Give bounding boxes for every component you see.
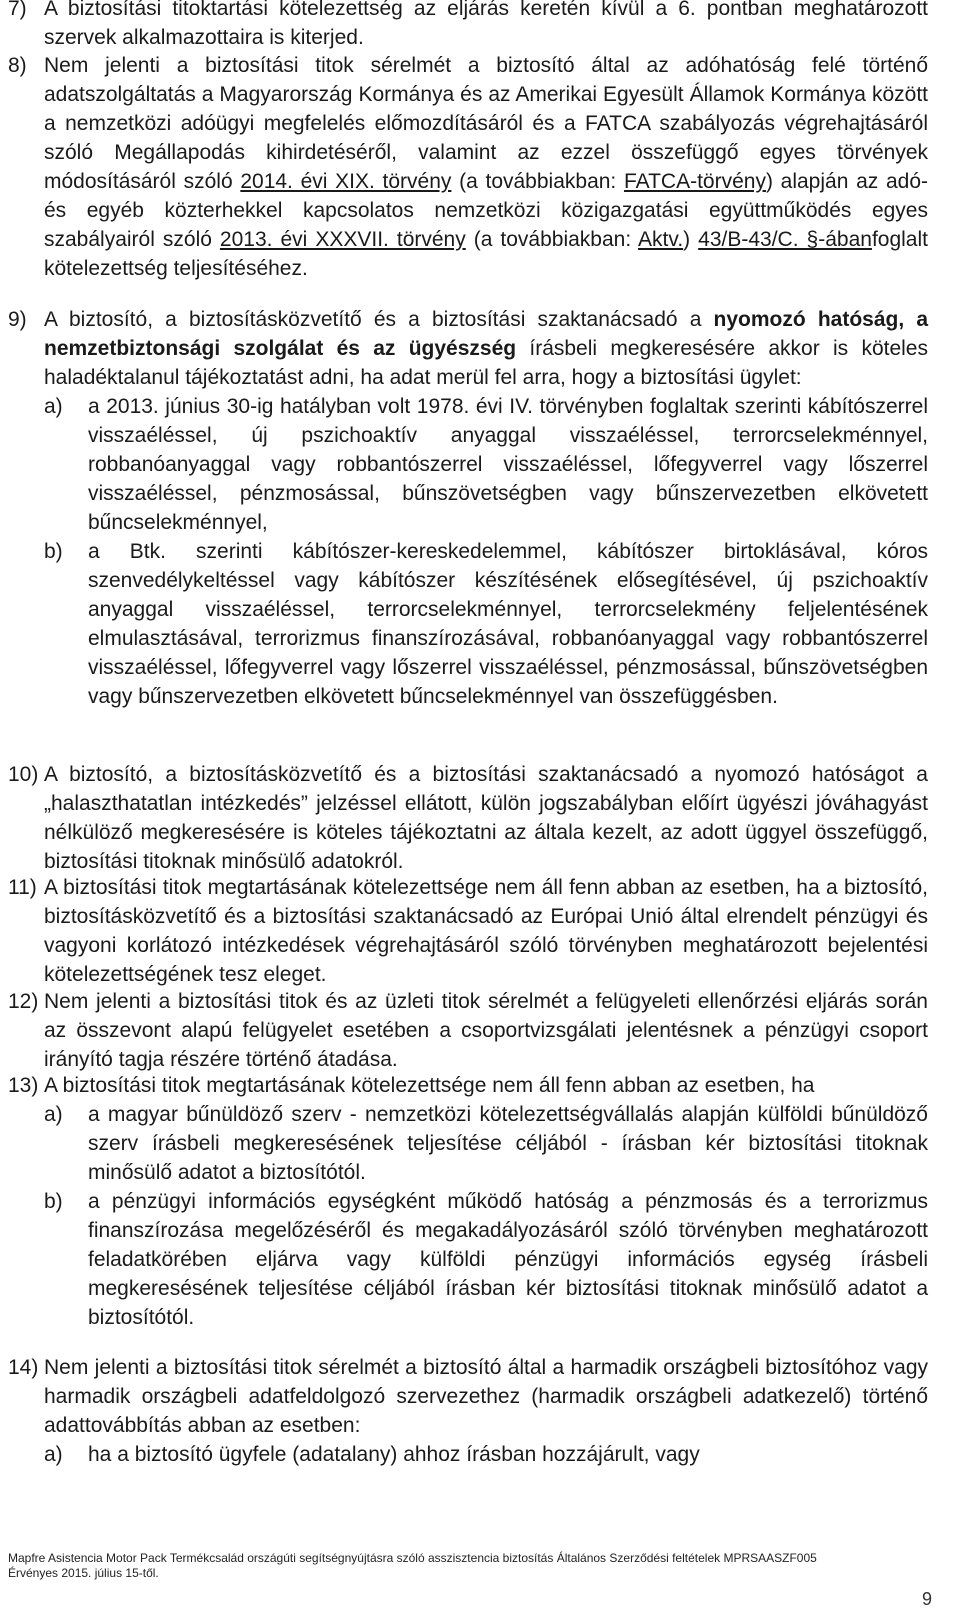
sub-item-a [44, 1440, 928, 1469]
clause-number: 14) [8, 1356, 39, 1379]
text-run: Nem jelenti a biztosítási titok sérelmét a biztosító által a harmadik országbeli biztosítóhoz vagy harmadik országbeli adatfeldolgozó szervezethez (harmadik országbeli adatkezelő) történő adattovábbítás abban az esetben: [44, 1356, 928, 1437]
sub-item-a [44, 1100, 928, 1187]
text-run: (a továbbiakban: [451, 170, 624, 193]
clause-text: A biztosító, a biztosításközvetítő és a biztosítási szaktanácsadó a nyomozó hatóságot a „halaszthatatlan intézkedés” jelzéssel ellátott, külön jogszabályban előírt ügyészi jóváhagyást nélkülöző megkeresésére is köteles tájékoztatni az általa kezelt, az adott üggyel összefüggő, biztosítási titoknak minősülő adatokról. [44, 763, 928, 873]
bold-text: nyomozó hatóság, a nemzetbiztonsági szolgálat és az ügyészség [44, 308, 929, 360]
text-run: A biztosító, a biztosításközvetítő és a biztosítási szaktanácsadó a [44, 308, 714, 331]
clause-number: 8) [8, 54, 27, 77]
text-run: ) alapján az adó- és egyéb közterhekkel kapcsolatos nemzetközi közigazgatási együttműködés egyes szabályairól szóló [44, 170, 928, 251]
clause-text: Nem jelenti a biztosítási titok és az üzleti titok sérelmét a felügyeleti ellenőrzési eljárás során az összevont alapú felügyelet esetében a csoportvizsgálati jelentésnek a pénzügyi csoport irányító tagja részére történő átadása. [44, 990, 928, 1071]
clause-text [44, 51, 928, 283]
text-run: ) [683, 228, 699, 251]
footer-line: Mapfre Asistencia Motor Pack Termékcsalád országúti segítségnyújtásra szóló asszisztencia biztosítás Általános Szerződési feltételek MPRSAASZF005 [8, 1551, 817, 1565]
page-number: 9 [921, 1589, 932, 1609]
sub-text: a magyar bűnüldöző szerv - nemzetközi kötelezettségvállalás alapján külföldi bűnüldöző szerv írásbeli megkeresésének teljesítése céljából - írásban kér biztosítási titoknak minősülő adatot a biztosítótól. [88, 1103, 928, 1184]
clause-12 [8, 987, 928, 1074]
clause-8 [8, 51, 928, 283]
footer-line: Érvényes 2015. július 15-től. [8, 1566, 159, 1580]
law-link-aktv[interactable]: Aktv. [638, 228, 684, 251]
clause-number: 9) [8, 308, 27, 331]
clause-number: 13) [8, 1074, 39, 1097]
sub-text: a Btk. szerinti kábítószer-kereskedelemmel, kábítószer birtoklásával, kóros szenvedélykeltéssel vagy kábítószer készítésének elősegítésével, új pszichoaktív anyaggal visszaéléssel, terrorcselekménnyel, terrorcselekmény feljelentésének elmulasztásával, terrorizmus finanszírozásával, robbanóanyaggal vagy robbantószerrel visszaéléssel, lőfegyverrel vagy lőszerrel visszaéléssel, pénzmosással, bűnszövetségben vagy bűnszervezetben elkövetett bűncselekménnyel van összefüggésben. [88, 540, 928, 708]
law-link-fatca[interactable]: FATCA-törvény [623, 170, 766, 193]
clause-text [44, 1071, 928, 1332]
sub-text: ha a biztosító ügyfele (adatalany) ahhoz írásban hozzájárult, vagy [88, 1443, 700, 1466]
sub-item-b [44, 1187, 928, 1332]
clause-13 [8, 1071, 928, 1332]
sub-label: b) [44, 1190, 63, 1213]
clause-10 [8, 760, 928, 876]
sub-label: a) [44, 1443, 63, 1466]
law-link-43b-43c[interactable]: 43/B-43/C. §-ában [698, 228, 872, 251]
sub-text: a 2013. június 30-ig hatályban volt 1978. évi IV. törvényben foglaltak szerinti kábítószerrel visszaéléssel, új pszichoaktív anyaggal visszaéléssel, terrorcselekménnyel, robbanóanyaggal vagy robbantószerrel visszaéléssel, lőfegyverrel vagy lőszerrel visszaéléssel, pénzmosással, bűnszövetségben vagy bűnszervezetben elkövetett bűncselekménnyel, [88, 395, 928, 534]
sub-label: a) [44, 1103, 63, 1126]
text-run: A biztosítási titok megtartásának kötelezettsége nem áll fenn abban az esetben, ha [44, 1074, 815, 1097]
clause-14 [8, 1353, 928, 1469]
law-link-2013-xxxvii[interactable]: 2013. évi XXXVII. törvény [219, 228, 466, 251]
clause-text: A biztosítási titok megtartásának kötelezettsége nem áll fenn abban az esetben, ha a biztosító, biztosításközvetítő és a biztosítási szaktanácsadó az Európai Unió által elrendelt pénzügyi és vagyoni korlátozó intézkedések végrehajtásáról szóló törvényben meghatározott bejelentési kötelezettségének tesz eleget. [44, 876, 928, 986]
clause-11 [8, 873, 928, 989]
text-run: (a továbbiakban: [465, 228, 639, 251]
sub-item-b [44, 537, 928, 711]
clause-text [44, 1353, 928, 1469]
law-link-2014-xix[interactable]: 2014. évi XIX. törvény [240, 170, 452, 193]
text-run: írásbeli megkeresésére akkor is köteles haladéktalanul tájékoztatást adni, ha adat merül fel arra, hogy a biztosítási ügylet: [44, 337, 928, 389]
page-footer [8, 1551, 928, 1581]
clause-7 [8, 0, 928, 52]
sub-item-a [44, 392, 928, 537]
sub-label: b) [44, 540, 63, 563]
clause-number: 7) [8, 0, 27, 20]
clause-text: A biztosítási titoktartási kötelezettség az eljárás keretén kívül a 6. pontban meghatározott szervek alkalmazottaira is kiterjed. [44, 0, 928, 49]
text-run: Nem jelenti a biztosítási titok sérelmét a biztosító által az adóhatóság felé történő adatszolgáltatás a Magyarország Kormánya és az Amerikai Egyesült Államok Kormánya között a nemzetközi adóügyi megfelelés előmozdításáról és a FATCA szabályozás végrehajtásáról szóló Megállapodás kihirdetéséről, valamint az ezzel összefüggő egyes törvények módosításáról szóló [44, 54, 928, 193]
sub-label: a) [44, 395, 63, 418]
clause-number: 11) [8, 876, 37, 899]
clause-number: 12) [8, 990, 39, 1013]
sub-text: a pénzügyi információs egységként működő hatóság a pénzmosás és a terrorizmus finanszírozása megelőzéséről és megakadályozásáról szóló törvényben meghatározott feladatkörében eljárva vagy külföldi pénzügyi információs egység írásbeli megkeresésének teljesítése céljából írásban kér biztosítási titoknak minősülő adatot a biztosítótól. [88, 1190, 928, 1329]
text-run: foglalt kötelezettség teljesítéséhez. [44, 228, 928, 280]
clause-text [44, 305, 928, 711]
clause-number: 10) [8, 763, 39, 786]
clause-9 [8, 305, 928, 711]
